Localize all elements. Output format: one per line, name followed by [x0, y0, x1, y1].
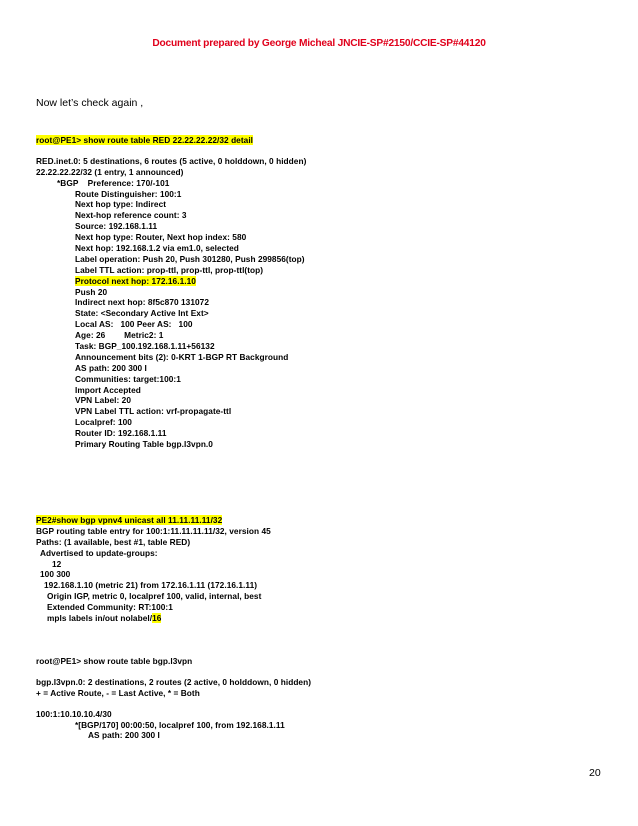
output-line: AS path: 200 300 I [88, 730, 160, 741]
output-line: Route Distinguisher: 100:1 [75, 188, 182, 199]
output-line: Task: BGP_100.192.168.1.11+56132 [75, 341, 215, 352]
output-line: Router ID: 192.168.1.11 [75, 428, 167, 439]
output-line: Import Accepted [75, 384, 141, 395]
protocol-next-hop-highlighted: Protocol next hop: 172.16.1.10 [75, 275, 196, 286]
output-line: Push 20 [75, 286, 108, 297]
output-line: Origin IGP, metric 0, localpref 100, valid, internal, best [47, 591, 262, 602]
junos-bgp-l3vpn-block [36, 656, 596, 741]
output-line: Age: 26 Metric2: 1 [75, 330, 164, 341]
output-line: Label TTL action: prop-ttl, prop-ttl, prop-ttl(top) [75, 264, 264, 275]
output-line: VPN Label: 20 [75, 395, 131, 406]
output-line: *BGP Preference: 170/-101 [57, 177, 170, 188]
output-line: 100 300 [40, 569, 71, 580]
ios-bgp-vpnv4-block [36, 515, 596, 624]
output-line: 100:1:10.10.10.4/30 [36, 708, 112, 719]
output-line: Source: 192.168.1.11 [75, 221, 158, 232]
document-header: Document prepared by George Micheal JNCIE-SP#2150/CCIE-SP#44120 [152, 38, 486, 49]
output-line: Next hop: 192.168.1.2 via em1.0, selected [75, 243, 239, 254]
junos-route-detail-block [36, 135, 596, 450]
output-line: RED.inet.0: 5 destinations, 6 routes (5 active, 0 holddown, 0 hidden) [36, 155, 307, 166]
output-line: bgp.l3vpn.0: 2 destinations, 2 routes (2 active, 0 holddown, 0 hidden) [36, 676, 312, 687]
output-line: Extended Community: RT:100:1 [47, 602, 173, 613]
command-line-highlighted: root@PE1> show route table RED 22.22.22.22/32 detail [36, 135, 254, 145]
command-line-highlighted: PE2#show bgp vpnv4 unicast all 11.11.11.11/32 [36, 515, 223, 525]
output-line: + = Active Route, - = Last Active, * = Both [36, 687, 200, 698]
output-line: 12 [52, 558, 62, 569]
output-line: 22.22.22.22/32 (1 entry, 1 announced) [36, 166, 184, 177]
output-line: Localpref: 100 [75, 417, 132, 428]
output-line: Indirect next hop: 8f5c870 131072 [75, 297, 209, 308]
mpls-label-highlighted: 16 [152, 613, 162, 624]
output-line: Primary Routing Table bgp.l3vpn.0 [75, 439, 213, 450]
output-line: Communities: target:100:1 [75, 373, 181, 384]
output-line: AS path: 200 300 I [75, 362, 147, 373]
output-line: 192.168.1.10 (metric 21) from 172.16.1.11 (172.16.1.11) [44, 580, 258, 591]
command-line: root@PE1> show route table bgp.l3vpn [36, 656, 193, 666]
output-line: State: <Secondary Active Int Ext> [75, 308, 209, 319]
output-line: Next hop type: Indirect [75, 199, 167, 210]
output-line: Next hop type: Router, Next hop index: 580 [75, 232, 247, 243]
output-line: VPN Label TTL action: vrf-propagate-ttl [75, 406, 232, 417]
mpls-labels-text: mpls labels in/out nolabel/ [47, 613, 153, 624]
intro-text: Now let’s check again , [36, 97, 144, 109]
output-line: Paths: (1 available, best #1, table RED) [36, 536, 191, 547]
output-line: Next-hop reference count: 3 [75, 210, 187, 221]
output-line: Label operation: Push 20, Push 301280, Push 299856(top) [75, 253, 305, 264]
output-line: *[BGP/170] 00:00:50, localpref 100, from 192.168.1.11 [75, 719, 285, 730]
page-number: 20 [589, 767, 601, 779]
output-line: Local AS: 100 Peer AS: 100 [75, 319, 193, 330]
output-line: BGP routing table entry for 100:1:11.11.11.11/32, version 45 [36, 525, 271, 536]
output-line: Advertised to update-groups: [40, 547, 158, 558]
output-line: Announcement bits (2): 0-KRT 1-BGP RT Background [75, 351, 289, 362]
